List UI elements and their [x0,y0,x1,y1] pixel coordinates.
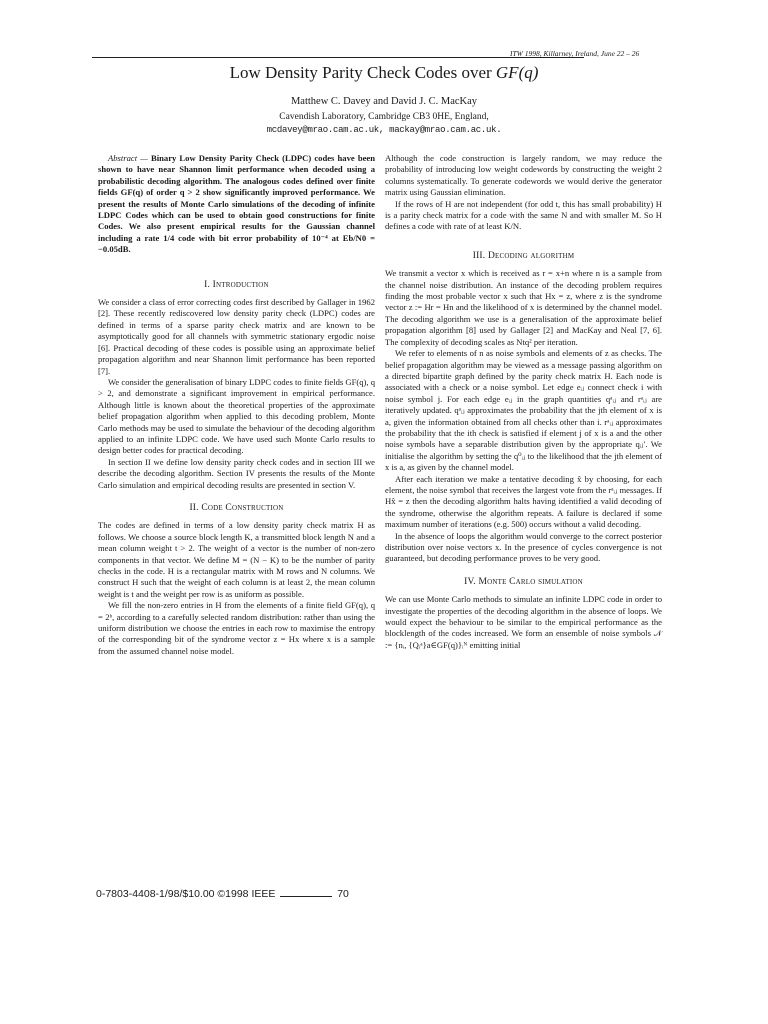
section-heading-monte-carlo: IV. Monte Carlo simulation [464,576,583,587]
affiliation: Cavendish Laboratory, Cambridge CB3 0HE, England, [279,112,489,122]
decoding-paragraph-3: After each iteration we make a tentative decoding x̂ by choosing, for each element, the noise symbol that receives the largest vote from the rᵃᵢⱼ messages. If Hx̂ = z then the decoding algorithm halts having identified a valid decoding of the syndrome, otherwise the algorithm repeats. A failure is declared if some maximum number of iterations (e.g. 500) occurs without a valid decoding. [385,473,662,530]
footer [96,888,349,900]
paper-title [0,63,768,83]
abstract [98,153,375,256]
section-heading-code-construction: II. Code Construction [189,502,284,513]
intro-paragraph-2: We consider the generalisation of binary LDPC codes to finite fields GF(q), q > 2, and demonstrate a significant improvement in empirical performance. Although little is known about the theoretical properties of the approximate belief propagation algorithm when applied to this decoding problem, Monte Carlo methods may be used to simulate the behaviour of the decoding algorithm applied to an infinite LDPC code. We have used such Monte Carlo results to design better codes for practical decoding. [98,376,375,456]
title-math: GF(q) [495,63,539,82]
decoding-paragraph-2: We refer to elements of n as noise symbols and elements of z as checks. The belief propagation algorithm may be viewed as a message passing algorithm on a directed bipartite graph defined by the parity check matrix H. Each node is associated with a check or a noise symbol. Let edge eᵢⱼ connect check i with noise symbol j. For each edge eᵢⱼ in the graph quantities qᵃᵢⱼ and rᵃᵢⱼ are iteratively updated. qᵃᵢⱼ approximates the probability that the jth element of x is a, given the information obtained from all checks other than i. rᵃᵢⱼ approximates the probability that the ith check is satisfied if element j of x is a and the other noise symbols have a separable distribution given by the appropriate qᵢⱼ′. We initialise the algorithm by setting the q⁰ᵢⱼ to the likelihood that the jth element of x is a, as given by the channel model. [385,348,662,473]
intro-paragraph-1: We consider a class of error correcting codes first described by Gallager in 1962 [2]. These recently rediscovered low density parity check (LDPC) codes are defined in terms of a sparse parity check matrix and are known to be asymptotically good for all channels with symmetric stationary ergodic noise [6]. Practical decoding of these codes is possible using an approximate belief propagation algorithm and near Shannon limit performance has been reported [7]. [98,297,375,376]
running-header: ITW 1998, Killarney, Ireland, June 22 – 26 [510,49,640,58]
decoding-paragraph-4: In the absence of loops the algorithm would converge to the correct posterior distribution over noise vectors x. In the presence of cycles convergence is not guaranteed, but decoding performance proves to be very good. [385,530,662,564]
left-column [98,153,375,657]
monte-carlo-paragraph-1: We can use Monte Carlo methods to simulate an infinite LDPC code in order to investigate the properties of the decoding algorithm in the absence of loops. We would expect the behaviour to be similar to the empirical performance as the blocklength of the codes increased. We form an ensemble of noise symbols 𝒩 := {nᵢ, {Qᵢᵃ}a∈GF(q)}ᵢᴺ emitting initial [385,594,662,650]
construction-paragraph-2: We fill the non-zero entries in H from the elements of a finite field GF(q), q = 2ᵇ, according to a carefully selected random distribution: rather than using the uniform distribution we choose the entries in each row to maximise the entropy of the corresponding bit of the syndrome vector z = Hx where x is a sample from the assumed channel noise model. [98,600,375,656]
authors: Matthew C. Davey and David J. C. MacKay [290,96,478,107]
decoding-paragraph-1: We transmit a vector x which is received as r = x+n where n is a sample from the channel noise distribution. An instance of the decoding problem requires finding the most probable vector x such that Hx = z, where z is the syndrome vector z := Hr = Hn and the likelihood of x is determined by the channel model. The decoding algorithm we use is a generalisation of the approximate belief propagation algorithm [8] used by Gallager [2] and MacKay and Neal [7, 6]. The complexity of decoding scales as Ntq² per iteration. [385,268,662,347]
intro-paragraph-3: In section II we define low density parity check codes and in section III we describe the decoding algorithm. Section IV presents the results of the Monte Carlo simulation and empirical decoding results are presented in section V. [98,456,375,490]
emails: mcdavey@mrao.cam.ac.uk, mackay@mrao.cam.ac.uk. [266,125,502,135]
section-heading-introduction: I. Introduction [204,279,269,290]
construction-paragraph-1: The codes are defined in terms of a low density parity check matrix H as follows. We choose a source block length K, a transmitted block length N and a mean column weight t > 2. The weight of a vector is the number of non-zero components in that vector. We define M = (N − K) to be the number of parity checks in the code. H is a rectangular matrix with M rows and N columns. We construct H such that the weight of each column is at least 2, the mean column weight is t and the weight per row is as uniform as possible. [98,520,375,599]
footer-isbn: 0-7803-4408-1/98/$10.00 ©1998 IEEE [96,888,276,900]
construction-paragraph-3: Although the code construction is largely random, we may reduce the probability of introducing low weight codewords by constructing the weight 2 columns systematically. To generate codewords we would derive the generator matrix using Gaussian elimination. [385,153,662,198]
right-column [385,153,662,651]
footer-rule [280,896,332,897]
construction-paragraph-4: If the rows of H are not independent (for odd t, this has small probability) H is a parity check matrix for a code with the same N and with smaller M. So H defines a code with rate of at least K/N. [385,198,662,232]
title-text: Low Density Parity Check Codes over [229,63,492,82]
page-number: 70 [337,888,349,900]
abstract-lead: Abstract — [108,153,148,163]
abstract-body: Binary Low Density Parity Check (LDPC) codes have been shown to have near Shannon limit performance when decoded using a probabilistic decoding algorithm. The analogous codes defined over finite fields GF(q) of order q > 2 show significantly improved performance. We present the results of Monte Carlo simulations of the decoding of infinite LDPC Codes which can be used to obtain good constructions for finite Codes. We also present empirical results for the Gaussian channel including a rate 1/4 code with bit error probability of 10⁻⁴ at Eb/N0 = −0.05dB. [98,153,376,255]
section-heading-decoding-algorithm: III. Decoding algorithm [472,250,575,261]
